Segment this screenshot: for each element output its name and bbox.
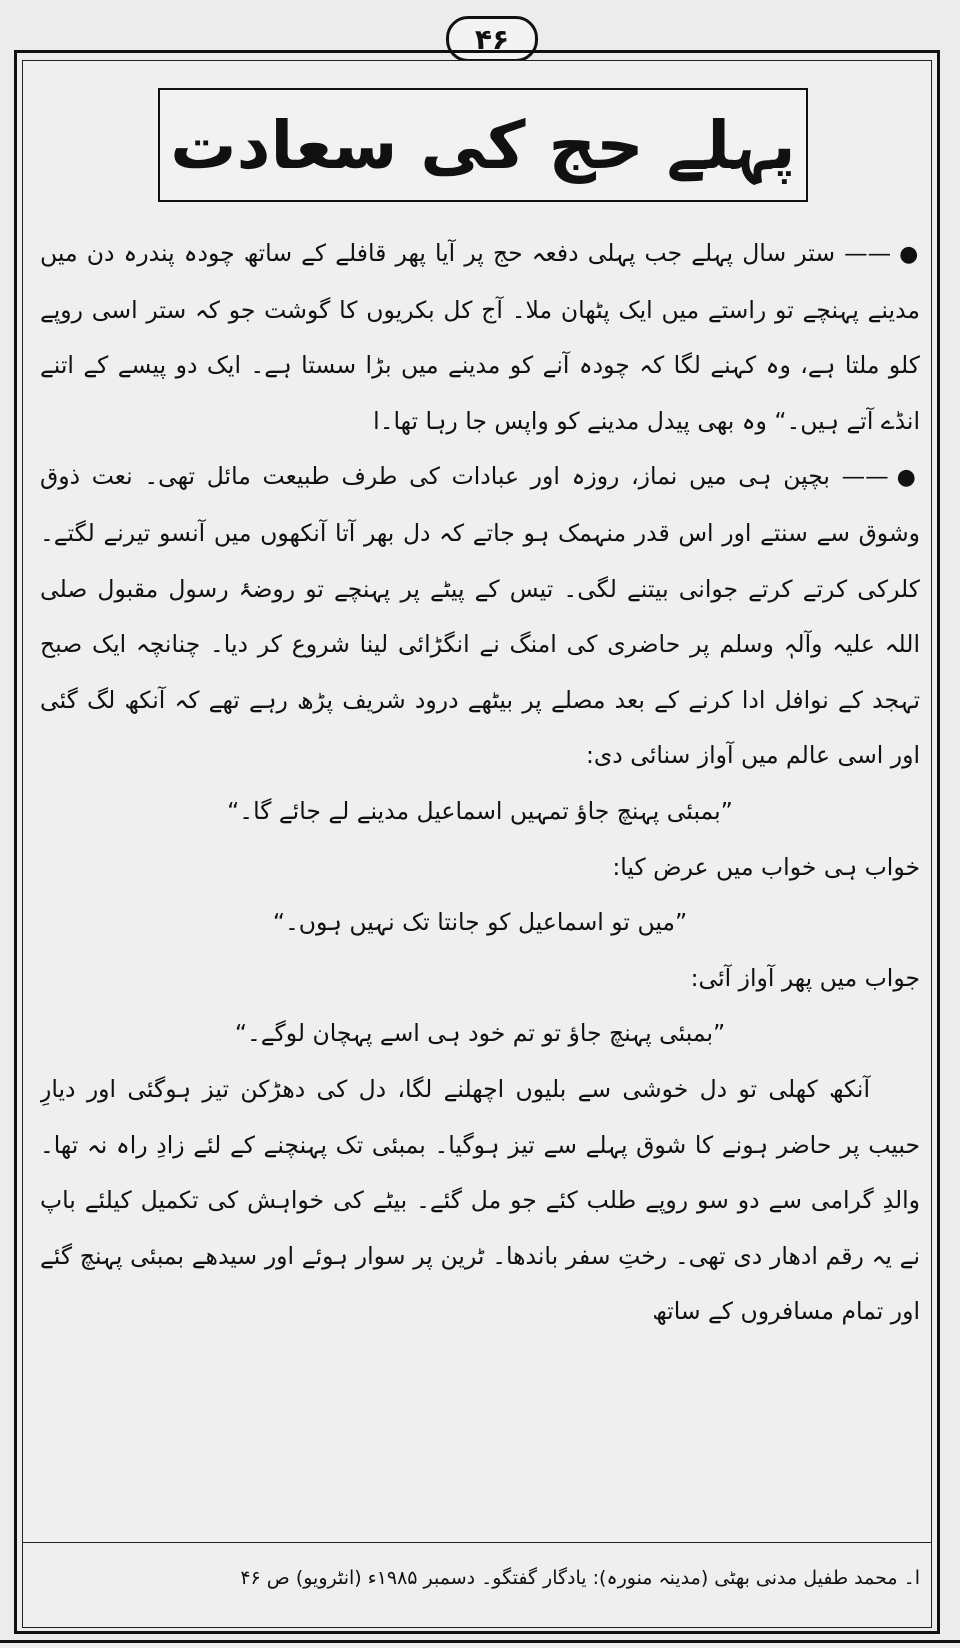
paragraph-2-text: —— بچپن ہی میں نماز، روزہ اور عبادات کی طرف طبیعت مائل تھی۔ نعت ذوق وشوق سے سنتے اور اس قدر منہمک ہو جاتے کہ دل بھر آتا آنکھوں میں آنسو تیرنے لگتے۔ کلرکی کرتے کرتے جوانی بیتنے لگی۔ تیس کے پیٹے پر پہنچے تو روضۂ رسول مقبول صلی اللہ علیہ وآلہٖ وسلم پر حاضری کی امنگ نے انگڑائی لینا شروع کر دیا۔ چنانچہ ایک صبح تہجد کے نوافل ادا کرنے کے بعد مصلے پر بیٹھے درود شریف پڑھ رہے تھے کہ آنکھ لگ گئی اور اسی عالم میں آواز سنائی دی: [40,462,920,770]
reply-line: جواب میں پھر آواز آئی: [690,963,920,992]
paragraph-1 [40,226,920,449]
quote-1: ”بمبئی پہنچ جاؤ تمہیں اسماعیل مدینے لے جائے گا۔“ [227,796,733,825]
body-text [40,226,920,1532]
bullet-icon: ● [896,465,920,491]
quote-3: ”بمبئی پہنچ جاؤ تو تم خود ہی اسے پہچان لوگے۔“ [234,1019,726,1048]
dream-line: خواب ہی خواب میں عرض کیا: [612,852,920,881]
bullet-icon: ● [899,242,920,267]
footnote-divider [22,1542,932,1543]
bottom-border [0,1640,960,1643]
paragraph-1-text: —— ستر سال پہلے جب پہلی دفعہ حج پر آیا پھر قافلے کے ساتھ چودہ پندرہ دن میں مدینے پہنچے تو راستے میں ایک پٹھان ملا۔ آج کل بکریوں کا گوشت جو کہ ستر اسی روپے کلو ملتا ہے، وہ کہنے لگا کہ چودہ آنے کو مدینے میں بڑا سستا ہے۔ ایک دو پیسے کے اتنے انڈے آتے ہیں۔“ وہ بھی پیدل مدینے کو واپس جا رہا تھا۔ا [40,239,920,435]
page-number: ۴۶ [446,16,538,62]
chapter-title: پہلے حج کی سعادت [170,106,796,184]
quote-2: ”میں تو اسماعیل کو جانتا تک نہیں ہوں۔“ [272,908,688,937]
footnote: ا۔ محمد طفیل مدنی بھٹی (مدینہ منورہ): یادگار گفتگو۔ دسمبر ۱۹۸۵ء (انٹرویو) ص ۴۶ [240,1567,920,1589]
paragraph-2 [40,449,920,784]
title-box [158,88,808,202]
paragraph-3: آنکھ کھلی تو دل خوشی سے بلیوں اچھلنے لگا، دل کی دھڑکن تیز ہوگئی اور دیارِ حبیب پر حاضر ہونے کا شوق پہلے سے تیز ہوگیا۔ بمبئی تک پہنچنے کے لئے زادِ راہ نہ تھا۔ والدِ گرامی سے دو سو روپے طلب کئے جو مل گئے۔ بیٹے کی خواہش کی تکمیل کیلئے باپ نے یہ رقم ادھار دی تھی۔ رختِ سفر باندھا۔ ٹرین پر سوار ہوئے اور سیدھے بمبئی پہنچ گئے اور تمام مسافروں کے ساتھ [40,1074,920,1326]
